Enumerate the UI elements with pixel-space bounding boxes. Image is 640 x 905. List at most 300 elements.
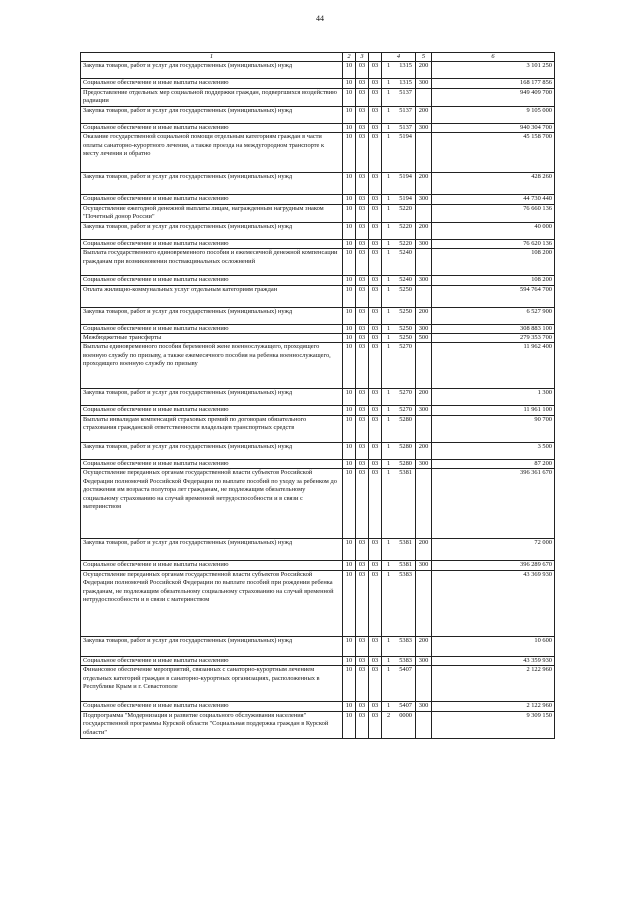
row-name: Закупка товаров, работ и услуг для государственных (муниципальных) нужд bbox=[81, 442, 343, 459]
row-program: 03 bbox=[369, 79, 382, 88]
row-subsection: 03 bbox=[356, 459, 369, 468]
row-expense-type bbox=[416, 249, 432, 276]
row-target-code bbox=[382, 222, 416, 239]
table-row bbox=[81, 702, 555, 711]
table-row bbox=[81, 79, 555, 88]
row-subprogram: 1 bbox=[387, 666, 391, 674]
row-subprogram: 1 bbox=[387, 343, 391, 351]
row-subsection: 03 bbox=[356, 307, 369, 324]
row-name: Социальное обеспечение и иные выплаты населению bbox=[81, 406, 343, 415]
row-amount: 90 700 bbox=[432, 415, 555, 442]
row-code: 5270 bbox=[399, 406, 412, 414]
row-expense-type: 200 bbox=[416, 389, 432, 406]
row-code: 5137 bbox=[399, 106, 412, 114]
row-subsection: 03 bbox=[356, 222, 369, 239]
row-code: 1315 bbox=[399, 62, 412, 70]
row-amount: 87 200 bbox=[432, 459, 555, 468]
row-target-code bbox=[382, 469, 416, 539]
row-amount: 2 122 960 bbox=[432, 702, 555, 711]
row-name: Финансовое обеспечение мероприятий, связанных с санаторно-курортным лечением отдельных категорий граждан в санаторно-курортных организациях, расположенных в Республике Крым и г. Севастополе bbox=[81, 666, 343, 702]
row-amount: 9 309 150 bbox=[432, 711, 555, 738]
row-code: 5381 bbox=[399, 561, 412, 569]
row-target-code bbox=[382, 406, 416, 415]
table-row bbox=[81, 469, 555, 539]
row-target-code bbox=[382, 539, 416, 561]
row-subsection: 03 bbox=[356, 389, 369, 406]
row-target-code bbox=[382, 204, 416, 222]
row-program: 03 bbox=[369, 666, 382, 702]
row-section: 10 bbox=[343, 711, 356, 738]
row-subsection: 03 bbox=[356, 539, 369, 561]
row-program: 03 bbox=[369, 307, 382, 324]
table-body bbox=[81, 62, 555, 738]
row-name: Закупка товаров, работ и услуг для государственных (муниципальных) нужд bbox=[81, 539, 343, 561]
row-program: 03 bbox=[369, 222, 382, 239]
table-row bbox=[81, 195, 555, 204]
row-code: 5383 bbox=[399, 656, 412, 664]
row-subsection: 03 bbox=[356, 711, 369, 738]
row-code: 5280 bbox=[399, 459, 412, 467]
row-subprogram: 1 bbox=[387, 469, 391, 477]
table-row bbox=[81, 415, 555, 442]
row-subsection: 03 bbox=[356, 656, 369, 665]
row-subprogram: 1 bbox=[387, 123, 391, 131]
row-section: 10 bbox=[343, 333, 356, 342]
table-row bbox=[81, 666, 555, 702]
table-row bbox=[81, 561, 555, 570]
row-amount: 43 369 930 bbox=[432, 570, 555, 636]
row-subprogram: 1 bbox=[387, 106, 391, 114]
row-expense-type: 500 bbox=[416, 333, 432, 342]
row-subprogram: 1 bbox=[387, 656, 391, 664]
row-section: 10 bbox=[343, 561, 356, 570]
row-name: Социальное обеспечение и иные выплаты населению bbox=[81, 702, 343, 711]
header-col-1: 1 bbox=[81, 53, 343, 62]
row-expense-type: 300 bbox=[416, 239, 432, 248]
row-name: Подпрограмма "Модернизация и развитие социального обслуживания населения" государственной программы Курской области "Социальная поддержка граждан в Курской области" bbox=[81, 711, 343, 738]
row-program: 03 bbox=[369, 711, 382, 738]
row-subprogram: 1 bbox=[387, 702, 391, 710]
row-code: 0000 bbox=[399, 711, 412, 719]
row-code: 5220 bbox=[399, 222, 412, 230]
row-program: 03 bbox=[369, 469, 382, 539]
row-subprogram: 1 bbox=[387, 415, 391, 423]
row-subprogram: 1 bbox=[387, 389, 391, 397]
row-section: 10 bbox=[343, 343, 356, 389]
row-program: 03 bbox=[369, 173, 382, 195]
row-code: 5194 bbox=[399, 195, 412, 203]
row-name: Социальное обеспечение и иные выплаты населению bbox=[81, 239, 343, 248]
row-section: 10 bbox=[343, 406, 356, 415]
table-row bbox=[81, 88, 555, 106]
table-row bbox=[81, 307, 555, 324]
row-program: 03 bbox=[369, 88, 382, 106]
row-expense-type bbox=[416, 343, 432, 389]
row-amount: 1 300 bbox=[432, 389, 555, 406]
row-target-code bbox=[382, 79, 416, 88]
row-code: 5137 bbox=[399, 88, 412, 96]
row-expense-type: 300 bbox=[416, 123, 432, 132]
row-subprogram: 1 bbox=[387, 195, 391, 203]
row-expense-type: 300 bbox=[416, 276, 432, 285]
row-section: 10 bbox=[343, 539, 356, 561]
row-subsection: 03 bbox=[356, 204, 369, 222]
row-amount: 44 730 440 bbox=[432, 195, 555, 204]
row-name: Выплата государственного единовременного пособия и ежемесячной денежной компенсации гражданам при возникновении поствакцинальных осложнений bbox=[81, 249, 343, 276]
table-row bbox=[81, 285, 555, 307]
row-subsection: 03 bbox=[356, 406, 369, 415]
table-row bbox=[81, 459, 555, 468]
row-subprogram: 1 bbox=[387, 204, 391, 212]
row-amount: 949 409 700 bbox=[432, 88, 555, 106]
table-row bbox=[81, 333, 555, 342]
table-header-row bbox=[81, 53, 555, 62]
row-subsection: 03 bbox=[356, 333, 369, 342]
row-program: 03 bbox=[369, 570, 382, 636]
row-section: 10 bbox=[343, 133, 356, 173]
row-program: 03 bbox=[369, 459, 382, 468]
row-subsection: 03 bbox=[356, 285, 369, 307]
row-subprogram: 1 bbox=[387, 406, 391, 414]
table-row bbox=[81, 62, 555, 79]
row-subprogram: 1 bbox=[387, 79, 391, 87]
row-expense-type: 300 bbox=[416, 656, 432, 665]
row-subsection: 03 bbox=[356, 79, 369, 88]
row-name: Закупка товаров, работ и услуг для государственных (муниципальных) нужд bbox=[81, 307, 343, 324]
table-row bbox=[81, 711, 555, 738]
row-name: Социальное обеспечение и иные выплаты населению bbox=[81, 195, 343, 204]
row-target-code bbox=[382, 561, 416, 570]
header-col-2: 2 bbox=[343, 53, 356, 62]
row-subsection: 03 bbox=[356, 239, 369, 248]
row-code: 5381 bbox=[399, 539, 412, 547]
row-section: 10 bbox=[343, 173, 356, 195]
row-section: 10 bbox=[343, 324, 356, 333]
row-program: 03 bbox=[369, 106, 382, 123]
row-subprogram: 1 bbox=[387, 133, 391, 141]
row-subprogram: 1 bbox=[387, 307, 391, 315]
row-program: 03 bbox=[369, 415, 382, 442]
row-amount: 11 961 100 bbox=[432, 406, 555, 415]
row-code: 5383 bbox=[399, 636, 412, 644]
row-target-code bbox=[382, 702, 416, 711]
row-amount: 308 883 100 bbox=[432, 324, 555, 333]
row-amount: 168 177 856 bbox=[432, 79, 555, 88]
row-program: 03 bbox=[369, 702, 382, 711]
row-name: Выплаты инвалидам компенсаций страховых премий по договорам обязательного страхования гражданской ответственности владельцев транспортных средств bbox=[81, 415, 343, 442]
table-row bbox=[81, 636, 555, 656]
header-col-6: 6 bbox=[432, 53, 555, 62]
header-col-3b bbox=[369, 53, 382, 62]
row-expense-type bbox=[416, 204, 432, 222]
row-amount: 76 660 136 bbox=[432, 204, 555, 222]
row-subsection: 03 bbox=[356, 343, 369, 389]
row-section: 10 bbox=[343, 415, 356, 442]
row-name: Осуществление переданных органам государственной власти субъектов Российской Федерации полномочий Российской Федерации по выплате пособий по уходу за ребенком до достижения им возраста полутора лет гражданам, не подлежащим обязательному социальному страхованию на случай временной нетрудоспособности и в связи с материнством bbox=[81, 469, 343, 539]
row-amount: 43 359 930 bbox=[432, 656, 555, 665]
table-row bbox=[81, 656, 555, 665]
row-amount: 40 000 bbox=[432, 222, 555, 239]
table-row bbox=[81, 123, 555, 132]
row-section: 10 bbox=[343, 195, 356, 204]
row-program: 03 bbox=[369, 62, 382, 79]
row-name: Выплаты единовременного пособия беременной жене военнослужащего, проходящего военную службу по призыву, а также ежемесячного пособия на ребенка военнослужащего, проходящего военную службу по призыву bbox=[81, 343, 343, 389]
row-name: Предоставление отдельных мер социальной поддержки граждан, подвергшихся воздействию радиации bbox=[81, 88, 343, 106]
row-code: 5220 bbox=[399, 204, 412, 212]
row-expense-type: 200 bbox=[416, 106, 432, 123]
row-target-code bbox=[382, 636, 416, 656]
page-number: 44 bbox=[316, 14, 324, 23]
row-program: 03 bbox=[369, 123, 382, 132]
row-expense-type: 200 bbox=[416, 442, 432, 459]
table-row bbox=[81, 389, 555, 406]
row-target-code bbox=[382, 459, 416, 468]
row-code: 5280 bbox=[399, 415, 412, 423]
row-target-code bbox=[382, 195, 416, 204]
row-name: Закупка товаров, работ и услуг для государственных (муниципальных) нужд bbox=[81, 173, 343, 195]
row-subsection: 03 bbox=[356, 415, 369, 442]
row-target-code bbox=[382, 343, 416, 389]
row-code: 5250 bbox=[399, 307, 412, 315]
table-row bbox=[81, 222, 555, 239]
row-target-code bbox=[382, 133, 416, 173]
row-subsection: 03 bbox=[356, 88, 369, 106]
row-subsection: 03 bbox=[356, 195, 369, 204]
row-code: 5220 bbox=[399, 239, 412, 247]
table-row bbox=[81, 539, 555, 561]
row-section: 10 bbox=[343, 307, 356, 324]
row-target-code bbox=[382, 106, 416, 123]
row-subprogram: 1 bbox=[387, 459, 391, 467]
row-section: 10 bbox=[343, 106, 356, 123]
row-section: 10 bbox=[343, 636, 356, 656]
row-section: 10 bbox=[343, 570, 356, 636]
row-name: Закупка товаров, работ и услуг для государственных (муниципальных) нужд bbox=[81, 222, 343, 239]
row-section: 10 bbox=[343, 204, 356, 222]
row-target-code bbox=[382, 656, 416, 665]
row-expense-type: 200 bbox=[416, 636, 432, 656]
row-target-code bbox=[382, 324, 416, 333]
row-code: 5270 bbox=[399, 343, 412, 351]
row-expense-type: 200 bbox=[416, 62, 432, 79]
row-expense-type: 300 bbox=[416, 324, 432, 333]
table-row bbox=[81, 276, 555, 285]
row-name: Закупка товаров, работ и услуг для государственных (муниципальных) нужд bbox=[81, 106, 343, 123]
row-subsection: 03 bbox=[356, 570, 369, 636]
row-subprogram: 1 bbox=[387, 276, 391, 284]
row-code: 5280 bbox=[399, 442, 412, 450]
row-name: Оплата жилищно-коммунальных услуг отдельным категориям граждан bbox=[81, 285, 343, 307]
row-name: Оказание государственной социальной помощи отдельным категориям граждан в части оплаты санаторно-курортного лечения, а также проезда на междугородном транспорте к месту лечения и обратно bbox=[81, 133, 343, 173]
row-amount: 108 200 bbox=[432, 249, 555, 276]
table-row bbox=[81, 106, 555, 123]
row-program: 03 bbox=[369, 656, 382, 665]
row-name: Межбюджетные трансферты bbox=[81, 333, 343, 342]
row-name: Закупка товаров, работ и услуг для государственных (муниципальных) нужд bbox=[81, 62, 343, 79]
row-target-code bbox=[382, 123, 416, 132]
row-expense-type: 200 bbox=[416, 173, 432, 195]
row-subsection: 03 bbox=[356, 62, 369, 79]
table-row bbox=[81, 173, 555, 195]
row-subprogram: 2 bbox=[387, 711, 391, 719]
row-section: 10 bbox=[343, 285, 356, 307]
row-amount: 6 527 900 bbox=[432, 307, 555, 324]
row-program: 03 bbox=[369, 561, 382, 570]
row-subprogram: 1 bbox=[387, 539, 391, 547]
row-subsection: 03 bbox=[356, 442, 369, 459]
table-row bbox=[81, 324, 555, 333]
row-target-code bbox=[382, 173, 416, 195]
row-expense-type bbox=[416, 469, 432, 539]
row-name: Социальное обеспечение и иные выплаты населению bbox=[81, 276, 343, 285]
row-subprogram: 1 bbox=[387, 636, 391, 644]
row-expense-type bbox=[416, 666, 432, 702]
row-code: 5381 bbox=[399, 469, 412, 477]
row-section: 10 bbox=[343, 123, 356, 132]
table-row bbox=[81, 442, 555, 459]
row-subsection: 03 bbox=[356, 666, 369, 702]
row-amount: 594 764 700 bbox=[432, 285, 555, 307]
row-expense-type: 300 bbox=[416, 79, 432, 88]
row-target-code bbox=[382, 307, 416, 324]
row-name: Социальное обеспечение и иные выплаты населению bbox=[81, 123, 343, 132]
row-target-code bbox=[382, 285, 416, 307]
row-target-code bbox=[382, 442, 416, 459]
row-expense-type: 300 bbox=[416, 459, 432, 468]
row-subprogram: 1 bbox=[387, 249, 391, 257]
row-amount: 9 105 000 bbox=[432, 106, 555, 123]
row-name: Социальное обеспечение и иные выплаты населению bbox=[81, 459, 343, 468]
header-col-3: 3 bbox=[356, 53, 369, 62]
row-code: 1315 bbox=[399, 79, 412, 87]
row-subprogram: 1 bbox=[387, 561, 391, 569]
row-amount: 76 620 136 bbox=[432, 239, 555, 248]
row-subsection: 03 bbox=[356, 636, 369, 656]
row-name: Социальное обеспечение и иные выплаты населению bbox=[81, 79, 343, 88]
row-code: 5194 bbox=[399, 133, 412, 141]
row-target-code bbox=[382, 666, 416, 702]
row-name: Закупка товаров, работ и услуг для государственных (муниципальных) нужд bbox=[81, 389, 343, 406]
row-subprogram: 1 bbox=[387, 88, 391, 96]
table-row bbox=[81, 133, 555, 173]
row-code: 5250 bbox=[399, 324, 412, 332]
row-section: 10 bbox=[343, 702, 356, 711]
row-target-code bbox=[382, 276, 416, 285]
row-subprogram: 1 bbox=[387, 570, 391, 578]
row-subprogram: 1 bbox=[387, 62, 391, 70]
row-expense-type bbox=[416, 570, 432, 636]
row-program: 03 bbox=[369, 406, 382, 415]
row-section: 10 bbox=[343, 249, 356, 276]
table-row bbox=[81, 204, 555, 222]
row-section: 10 bbox=[343, 459, 356, 468]
row-subsection: 03 bbox=[356, 702, 369, 711]
row-expense-type: 200 bbox=[416, 539, 432, 561]
row-subsection: 03 bbox=[356, 133, 369, 173]
row-amount: 396 289 670 bbox=[432, 561, 555, 570]
row-expense-type bbox=[416, 285, 432, 307]
row-section: 10 bbox=[343, 62, 356, 79]
row-expense-type: 300 bbox=[416, 702, 432, 711]
row-amount: 11 962 400 bbox=[432, 343, 555, 389]
row-section: 10 bbox=[343, 222, 356, 239]
row-subprogram: 1 bbox=[387, 442, 391, 450]
row-target-code bbox=[382, 570, 416, 636]
row-amount: 3 101 250 bbox=[432, 62, 555, 79]
row-program: 03 bbox=[369, 343, 382, 389]
row-target-code bbox=[382, 415, 416, 442]
row-code: 5407 bbox=[399, 666, 412, 674]
row-program: 03 bbox=[369, 133, 382, 173]
row-amount: 279 353 700 bbox=[432, 333, 555, 342]
table-row bbox=[81, 343, 555, 389]
row-program: 03 bbox=[369, 636, 382, 656]
row-subprogram: 1 bbox=[387, 324, 391, 332]
row-code: 5270 bbox=[399, 389, 412, 397]
row-expense-type: 200 bbox=[416, 307, 432, 324]
row-amount: 108 200 bbox=[432, 276, 555, 285]
row-program: 03 bbox=[369, 539, 382, 561]
row-name: Закупка товаров, работ и услуг для государственных (муниципальных) нужд bbox=[81, 636, 343, 656]
row-amount: 72 000 bbox=[432, 539, 555, 561]
row-subsection: 03 bbox=[356, 173, 369, 195]
row-section: 10 bbox=[343, 88, 356, 106]
row-target-code bbox=[382, 389, 416, 406]
row-program: 03 bbox=[369, 249, 382, 276]
row-expense-type: 300 bbox=[416, 195, 432, 204]
row-expense-type: 300 bbox=[416, 406, 432, 415]
row-target-code bbox=[382, 239, 416, 248]
row-section: 10 bbox=[343, 469, 356, 539]
row-expense-type bbox=[416, 133, 432, 173]
row-target-code bbox=[382, 333, 416, 342]
row-code: 5240 bbox=[399, 276, 412, 284]
row-name: Социальное обеспечение и иные выплаты населению bbox=[81, 656, 343, 665]
row-program: 03 bbox=[369, 333, 382, 342]
row-subprogram: 1 bbox=[387, 285, 391, 293]
row-subprogram: 1 bbox=[387, 173, 391, 181]
row-amount: 428 260 bbox=[432, 173, 555, 195]
row-section: 10 bbox=[343, 79, 356, 88]
row-expense-type bbox=[416, 711, 432, 738]
row-section: 10 bbox=[343, 239, 356, 248]
row-code: 5194 bbox=[399, 173, 412, 181]
row-subprogram: 1 bbox=[387, 239, 391, 247]
row-subsection: 03 bbox=[356, 123, 369, 132]
row-section: 10 bbox=[343, 389, 356, 406]
row-program: 03 bbox=[369, 204, 382, 222]
row-subsection: 03 bbox=[356, 324, 369, 333]
row-program: 03 bbox=[369, 276, 382, 285]
row-program: 03 bbox=[369, 285, 382, 307]
row-target-code bbox=[382, 249, 416, 276]
row-program: 03 bbox=[369, 195, 382, 204]
row-expense-type bbox=[416, 88, 432, 106]
row-code: 5250 bbox=[399, 333, 412, 341]
row-program: 03 bbox=[369, 442, 382, 459]
budget-table bbox=[80, 52, 555, 739]
table-row bbox=[81, 406, 555, 415]
row-target-code bbox=[382, 88, 416, 106]
row-section: 10 bbox=[343, 276, 356, 285]
row-subsection: 03 bbox=[356, 276, 369, 285]
row-expense-type: 200 bbox=[416, 222, 432, 239]
header-col-5: 5 bbox=[416, 53, 432, 62]
row-name: Социальное обеспечение и иные выплаты населению bbox=[81, 561, 343, 570]
row-target-code bbox=[382, 62, 416, 79]
row-subprogram: 1 bbox=[387, 222, 391, 230]
row-section: 10 bbox=[343, 656, 356, 665]
